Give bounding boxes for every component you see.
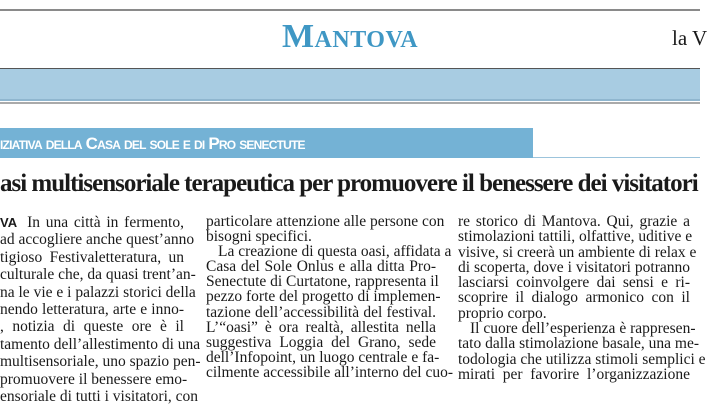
text-line-content: La creazione di questa oasi, affidata a — [218, 243, 452, 261]
text-line-content: todologia che utilizza stimoli semplici e — [458, 350, 706, 368]
text-line-content: tazione dell’accessibilità del festival. — [206, 303, 436, 321]
top-rule — [0, 9, 700, 11]
text-line-content: ad accogliere anche quest’anno — [0, 231, 195, 249]
article-column-3 — [458, 213, 706, 383]
text-line-content: ensoriale di tutti i visitatori, con — [0, 388, 199, 405]
text-line — [206, 363, 454, 381]
section-title: Mantova — [281, 18, 419, 55]
text-line-content: Senectute di Curtatone, rappresenta il — [206, 273, 439, 291]
band-rule — [0, 102, 700, 104]
text-line — [458, 275, 690, 290]
text-line-content: suggestiva Loggia del Grano, sede — [206, 333, 436, 351]
text-line — [206, 229, 436, 244]
text-line — [0, 214, 184, 231]
text-line-content: stimolazioni tattili, olfattive, uditive e — [458, 228, 693, 246]
text-line — [206, 305, 436, 320]
text-line — [458, 228, 693, 246]
text-line-content: scoprire il dialogo armonico con il — [458, 289, 690, 307]
text-line — [0, 335, 201, 353]
text-line — [0, 388, 199, 405]
text-line — [206, 320, 436, 335]
text-line-content: Casa del Sole Onlus e alla ditta Pro- — [206, 258, 436, 276]
article-column-1 — [0, 214, 201, 405]
text-line-content: promuovere il benessere emo- — [0, 370, 188, 388]
text-line-content: nendo letteratura, arte e inno- — [0, 301, 184, 319]
text-line — [206, 288, 441, 306]
kicker-text: iziativa della Casa del sole e di Pro senectute — [0, 134, 305, 153]
text-line — [458, 290, 690, 305]
newspaper-name: la V — [672, 26, 707, 50]
text-line — [0, 318, 184, 335]
text-line-content: di scoperta, dove i visitatori potranno — [458, 258, 690, 276]
text-line-content: dell’Infopoint, un luogo centrale e fa- — [206, 348, 440, 366]
text-line-content: particolare attenzione alle persone con — [206, 213, 445, 230]
dateline: VA — [0, 215, 18, 230]
text-line — [458, 320, 696, 338]
text-line-content: culturale che, da quasi trent’an- — [0, 266, 196, 284]
text-line-content: multisensoriale, uno spazio pen- — [0, 353, 201, 371]
text-line-content: In una città in fermento, — [27, 214, 184, 231]
text-line — [206, 335, 436, 350]
text-line-content: pezzo forte del progetto di implemen- — [206, 288, 441, 306]
text-line-content: visive, si creerà un ambiente di relax e — [458, 243, 697, 261]
text-line-content: L’“oasi” è ora realtà, allestita nella — [206, 318, 436, 336]
text-line — [0, 283, 196, 301]
text-line — [206, 213, 445, 230]
text-line-content: cilmente accessibile all’interno del cuo- — [206, 363, 454, 381]
headline: asi multisensoriale terapeutica per promuovere il benessere dei visitatori — [0, 170, 698, 197]
text-line-content: Il cuore dell’esperienza è rappresen- — [470, 320, 696, 338]
text-line — [0, 266, 196, 284]
text-line — [0, 231, 195, 249]
text-line — [0, 301, 184, 318]
text-line-content: tato dalla stimolazione basale, una me- — [458, 335, 700, 353]
text-line-content: na le vie e i palazzi storici della — [0, 283, 196, 301]
text-line — [458, 350, 706, 368]
text-line-content: re storico di Mantova. Qui, grazie a — [458, 213, 690, 230]
text-line — [458, 306, 690, 321]
text-line — [458, 367, 690, 382]
text-line — [206, 243, 452, 261]
kicker-rule — [533, 157, 700, 158]
text-line-content: lasciarsi coinvolgere dai sensi e ri- — [458, 274, 690, 292]
text-line-content: tamento dell’allestimento di una — [0, 335, 201, 353]
text-line-content: bisogni specifici. — [206, 228, 312, 246]
text-line-content: mirati per favorire l’organizzazione — [458, 365, 690, 383]
text-line — [206, 348, 440, 366]
text-line — [458, 243, 697, 261]
header-band — [0, 68, 700, 101]
text-line — [0, 370, 188, 388]
text-line — [0, 249, 184, 266]
text-line — [458, 335, 700, 353]
text-line-content: proprio corpo. — [458, 304, 547, 322]
article-column-2 — [206, 213, 454, 381]
text-line — [0, 353, 201, 371]
text-line-content: tigioso Festivaletteratura, un — [0, 248, 184, 266]
text-line — [206, 259, 436, 274]
kicker-bar — [0, 128, 533, 158]
text-line — [458, 260, 690, 275]
text-line — [458, 214, 690, 229]
text-line-content: , notizia di queste ore è il — [0, 318, 184, 336]
text-line — [206, 273, 439, 291]
